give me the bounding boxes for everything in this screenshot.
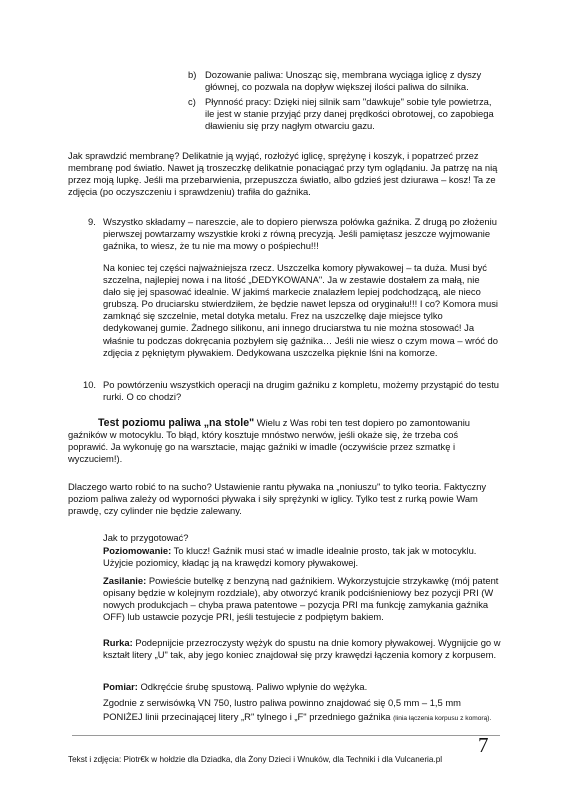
- step-leveling-text: To klucz! Gaźnik musi stać w imadle idealnie prosto, tak jak w motocyklu. Użyjcie poziomicy, kładąc ją na krawędzi komory pływakowej.: [103, 545, 477, 569]
- step-tube: [103, 637, 503, 661]
- footer-credits: Tekst i zdjęcia: Piotr€k w hołdzie dla Dziadka, dla Żony Dzieci i Wnuków, dla Techniki i dla Vulcaneria.pl: [68, 755, 443, 764]
- test-intro-paragraph: [68, 417, 498, 465]
- spec-line-2-text: PONIŻEJ linii przecinającej litery „R" tylnego i „F" przedniego gaźnika: [103, 711, 391, 722]
- step-measurement-label: Pomiar:: [103, 681, 138, 692]
- list-marker-10: 10.: [83, 379, 97, 390]
- paragraph-why-dry-test: Dlaczego warto robić to na sucho? Ustawienie rantu pływaka na „noniuszu" to tylko teoria. Faktyczny poziom paliwa zależy od wyporności pływaka i siły sprężynki w iglicy. Tylko test z rurką powie Wam prawdę, czy cylinder nie będzie zalewany.: [68, 481, 487, 517]
- list-marker-9: 9.: [88, 216, 96, 227]
- list-marker-b: b): [188, 69, 197, 80]
- section-heading-fuel-level-test: Test poziomu paliwa „na stole": [98, 417, 255, 429]
- page-number: 7: [478, 733, 489, 757]
- item-9-gasket: Na koniec tej części najważniejsza rzecz. Uszczelka komory pływakowej – ta duża. Musi być szczelna, najlepiej nowa i na litość „DEDYKOWANA". Ja w zestawie dostałem za małą, nie dało się jej spasować idealnie. W jakimś markecie znalazłem lepiej podchodzącą, ale nieco grubszą. Po druciarsku stwierdziłem, że będzie nawet lepsza od oryginału!!! I co? Komora musi zamknąć się szczelnie, metal dotyka metalu. Frez na uszczelkę daje miejsce tylko dedykowanej gumie. Żadnego silikonu, ani innego druciarstwa tu nie można stosować! Ja właśnie tu podczas dokręcania pozbyłem się gaźnika… Jeśli nie wiesz o czym mowa – wróć do zdjęcia z pękniętym pływakiem. Dedykowana uszczelka pięknie lśni na komorze.: [103, 262, 498, 358]
- step-fuel-supply: [103, 575, 503, 623]
- spec-line-2: [103, 711, 523, 725]
- step-measurement: [103, 681, 503, 693]
- step-tube-text: Podepnijcie przezroczysty wężyk do spustu na dnie komory pływakowej. Wygnijcie go w kształt litery „U" tak, aby jego koniec znajdował się przy krawędzi łączenia komory z korpusem.: [103, 637, 501, 661]
- step-leveling: [103, 545, 503, 569]
- step-measurement-text: Odkręćcie śrubę spustową. Paliwo wpłynie do wężyka.: [140, 681, 368, 692]
- step-fuel-supply-label: Zasilanie:: [103, 575, 147, 586]
- item-10-tube-test: Po powtórzeniu wszystkich operacji na drugim gaźniku z kompletu, możemy przystąpić do testu rurki. O co chodzi?: [103, 379, 500, 403]
- list-item-c: Płynność pracy: Dzięki niej silnik sam "dawkuje" sobie tyle powietrza, ile jest w stanie przyjąć przy danej prędkości obrotowej, co zapobiega dławieniu się przy nagłym otwarciu gazu.: [205, 96, 494, 132]
- spec-line-2-note: (linia łączenia korpusu z komorą).: [393, 715, 492, 722]
- paragraph-membrane-check: Jak sprawdzić membranę? Delikatnie ją wyjąć, rozłożyć iglicę, sprężynę i koszyk, i popatrzeć przez membranę pod światło. Nawet ją troszeczkę delikatnie ponaciągać przy tym oglądaniu. Ja patrzę na nią przez moją lupkę. Jeśli ma przebarwienia, przepuszcza światło, albo gdzieś jest dziurawa – kosz! Ta ze zdjęcia (po oczyszczeniu i sprawdzeniu) trafiła do gaźnika.: [68, 150, 498, 198]
- test-intro-text: Wielu z Was robi ten test dopiero po zamontowaniu gaźników w motocyklu. To błąd, który kosztuje mnóstwo nerwów, jeśli okaże się, że trzeba coś poprawić. Ja wykonuję go na warsztacie, mając gaźniki w imadle (oczywiście przez szmatkę i wyczuciem!).: [68, 417, 471, 465]
- list-item-b: Dozowanie paliwa: Unosząc się, membrana wyciąga iglicę z dyszy głównej, co pozwala na dopływ większej ilości paliwa do silnika.: [205, 69, 482, 93]
- step-tube-label: Rurka:: [103, 637, 133, 648]
- footer-divider: [72, 735, 500, 736]
- list-marker-c: c): [188, 96, 196, 107]
- item-9-assembly: Wszystko składamy – nareszcie, ale to dopiero pierwsza połówka gaźnika. Z drugą po złożeniu pierwszej powtarzamy wszystkie kroki z równą precyzją. Jeśli pamiętasz jeszcze wyjmowanie gaźnika, to wiesz, że tu nie ma mowy o pośpiechu!!!: [103, 216, 497, 252]
- step-leveling-label: Poziomowanie:: [103, 545, 172, 556]
- step-fuel-supply-text: Powieście butelkę z benzyną nad gaźnikiem. Wykorzystujcie strzykawkę (mój patent opisany będzie w kolejnym rozdziale), aby otworzyć kranik podciśnieniowy bez pozycji PRI (W nowych produkcjach – chyba prawa patentowe – pozycja PRI ma funkcję zamykania gaźnika OFF) lub ustawcie pozycje PRI, jeśli testujecie z podpiętym bakiem.: [103, 575, 499, 623]
- preparation-question: Jak to przygotować?: [103, 532, 189, 543]
- spec-line-1: Zgodnie z serwisówką VN 750, lustro paliwa powinno znajdować się 0,5 mm – 1,5 mm: [103, 697, 461, 708]
